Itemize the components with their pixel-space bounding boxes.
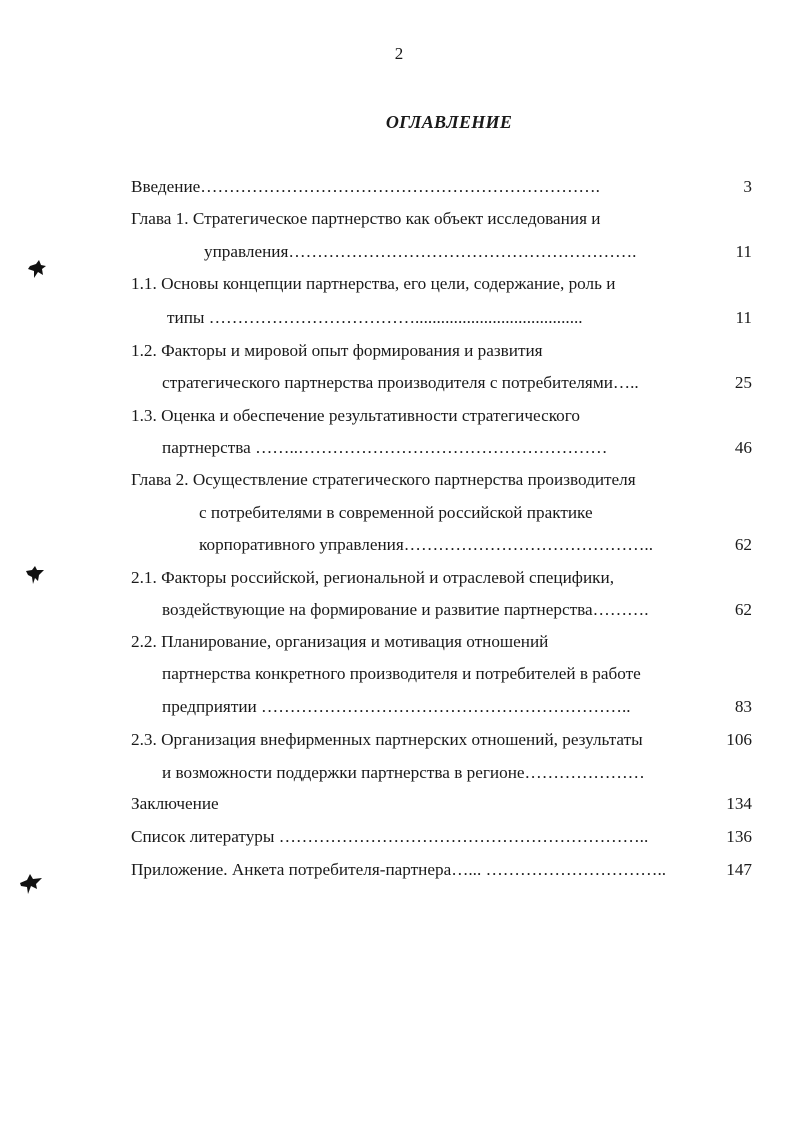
margin-mark-icon <box>20 874 42 894</box>
toc-entry-text: Приложение. Анкета потребителя-партнера…... ………………………….. <box>131 860 667 879</box>
margin-mark-icon <box>28 260 46 278</box>
toc-entry-text: стратегического партнерства производителя с потребителями….. <box>162 373 639 392</box>
toc-entry-text: 2.1. Факторы российской, региональной и отраслевой специфики, <box>131 568 614 587</box>
toc-entry-page: 3 <box>743 177 752 196</box>
toc-entry-text: Глава 1. Стратегическое партнерство как объект исследования и <box>131 209 601 228</box>
toc-entry-text: 1.1. Основы концепции партнерства, его цели, содержание, роль и <box>131 274 616 293</box>
toc-entry-text: предприятии ……………………………………………………….. <box>162 697 631 716</box>
toc-entry-text: Список литературы ……………………………………………………….. <box>131 827 649 846</box>
margin-mark-icon <box>26 566 44 584</box>
toc-entry-text: управления……………………………………………………. <box>204 242 637 261</box>
toc-entry-page: 134 <box>726 794 752 813</box>
toc-entry-text: 2.2. Планирование, организация и мотивация отношений <box>131 632 549 651</box>
toc-entry-page: 11 <box>735 242 752 261</box>
toc-entry-text: воздействующие на формирование и развитие партнерства………. <box>162 600 649 619</box>
toc-entry-text: Введение……………………………………………………………. <box>131 177 600 196</box>
toc-entry-text: корпоративного управления…………………………………….. <box>199 535 653 554</box>
toc-entry-page: 83 <box>734 697 752 716</box>
toc-entry-page: 62 <box>734 600 752 619</box>
toc-entry-text: типы ………………………………....................................... <box>167 308 583 327</box>
toc-entry-text: 1.2. Факторы и мировой опыт формирования и развития <box>131 341 543 360</box>
page-number: 2 <box>394 44 404 63</box>
toc-entry-text: Заключение <box>131 794 219 813</box>
toc-entry-page: 25 <box>734 373 752 392</box>
toc-entry-page: 147 <box>726 860 752 879</box>
toc-entry-page: 106 <box>726 730 752 749</box>
toc-entry-page: 46 <box>734 438 752 457</box>
toc-entry-text: 1.3. Оценка и обеспечение результативности стратегического <box>131 406 580 425</box>
toc-entry-text: и возможности поддержки партнерства в регионе………………… <box>162 763 645 782</box>
toc-entry-page: 62 <box>734 535 752 554</box>
toc-entry-page: 136 <box>726 827 752 846</box>
toc-entry-page: 11 <box>735 308 752 327</box>
toc-entry-text: 2.3. Организация внефирменных партнерских отношений, результаты <box>131 730 643 749</box>
toc-entry-text: Глава 2. Осуществление стратегического партнерства производителя <box>131 470 636 489</box>
toc-title: ОГЛАВЛЕНИЕ <box>385 112 513 132</box>
toc-entry-text: с потребителями в современной российской практике <box>199 503 593 522</box>
toc-entry-text: партнерства конкретного производителя и потребителей в работе <box>162 664 641 683</box>
toc-entry-text: партнерства ……..……………………………………………… <box>162 438 608 457</box>
